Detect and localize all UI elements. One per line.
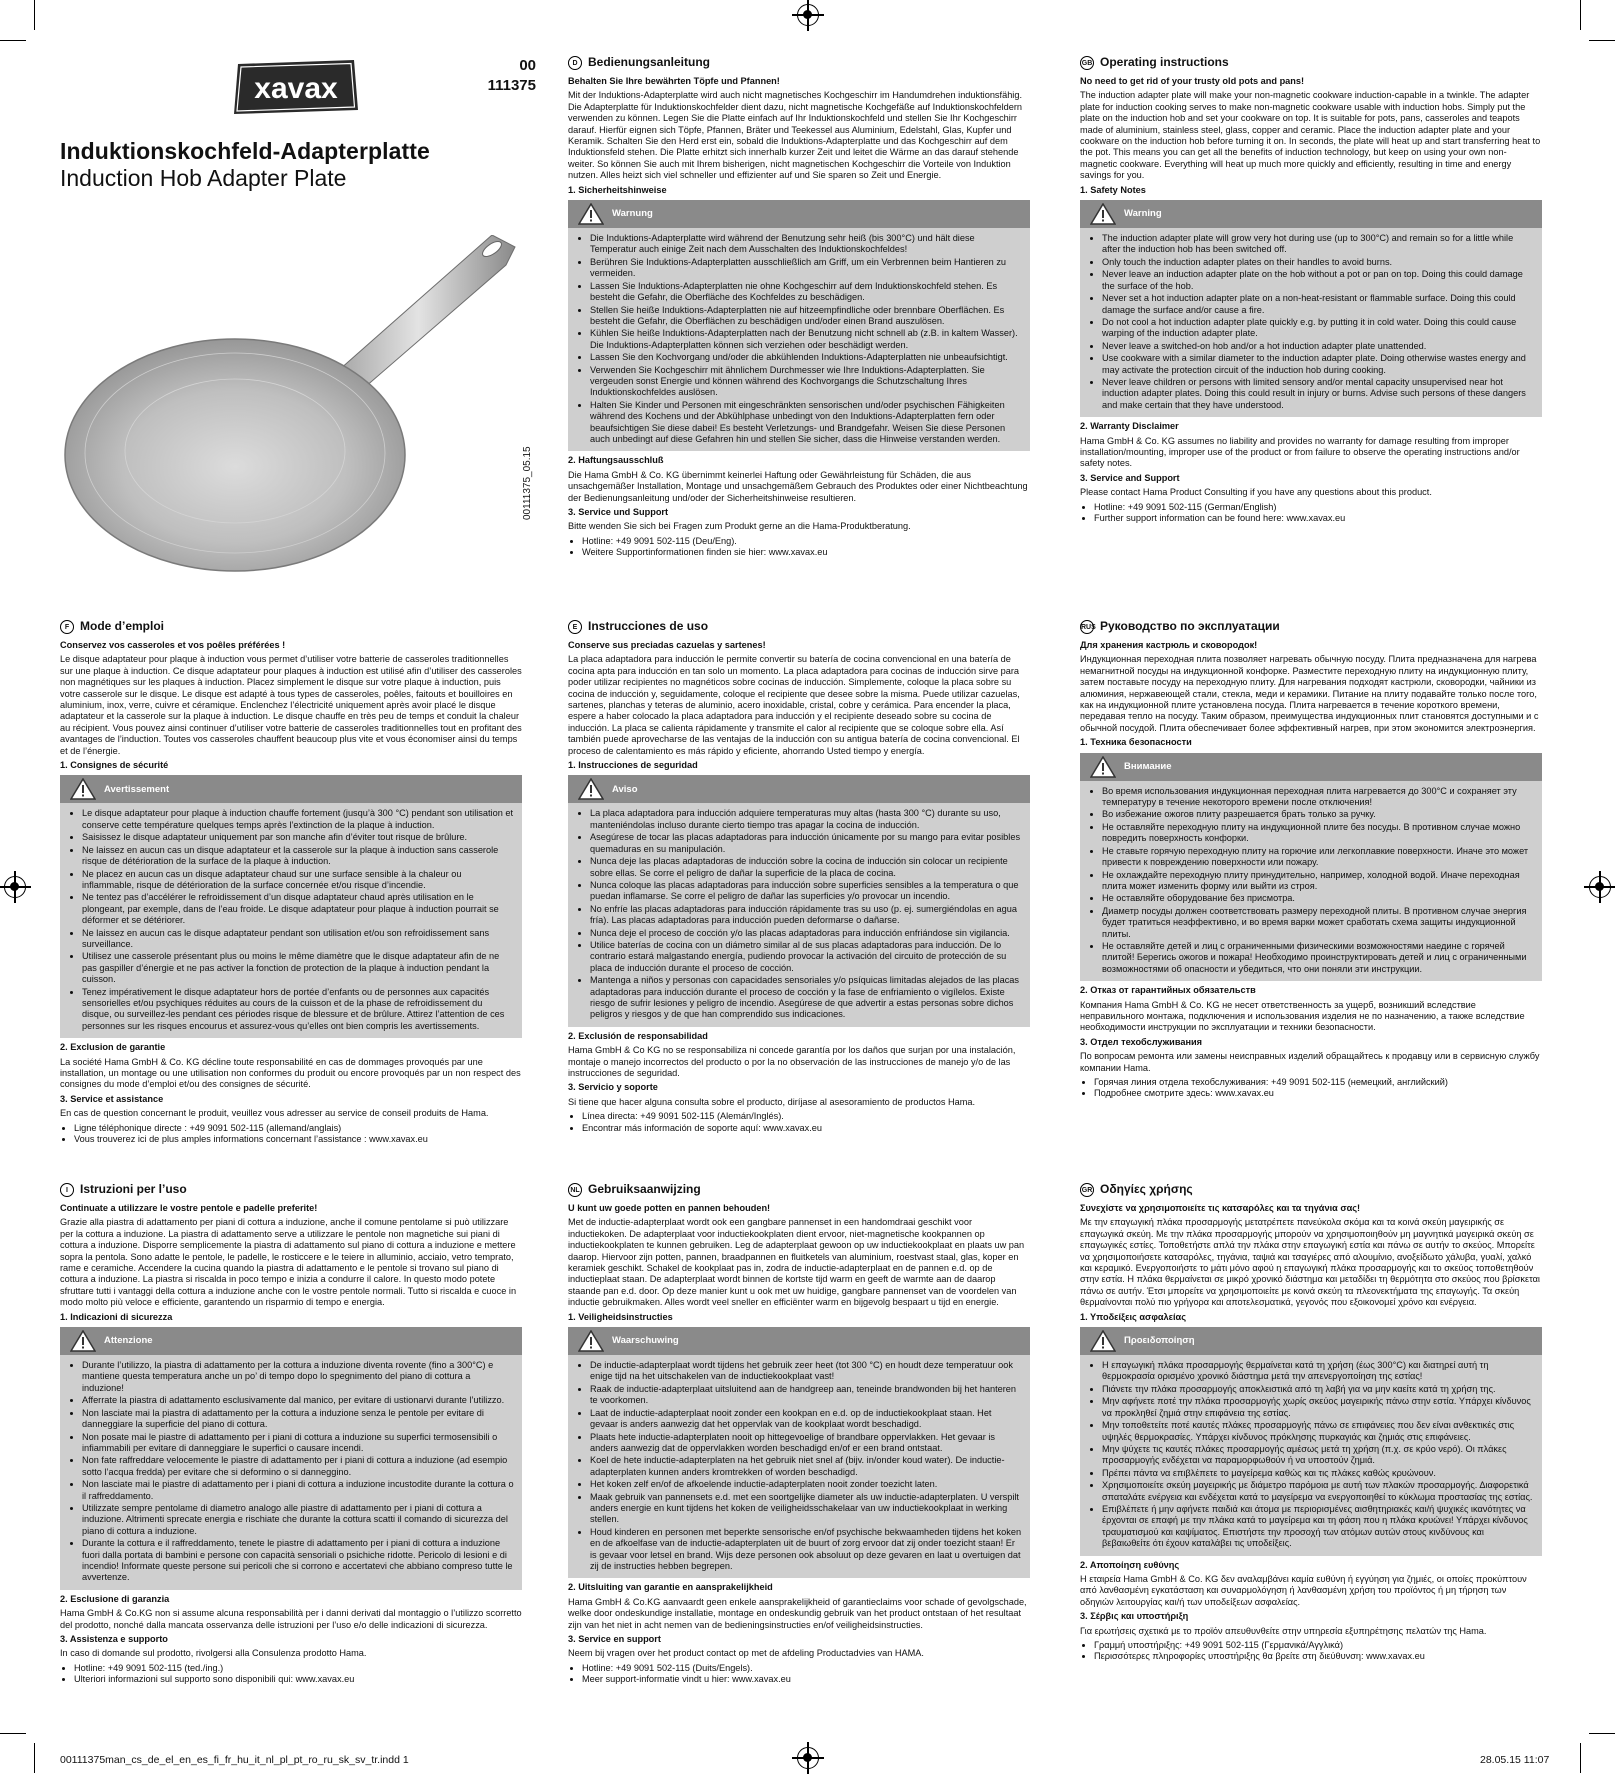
footer-filename: 00111375man_cs_de_el_en_es_fi_fr_hu_it_nl_pl_pt_ro_ru_sk_sv_tr.indd 1 [60,1754,409,1766]
side-code: 00111375_05.15 [522,446,533,520]
section-intro: Met de inductie-adapterplaat wordt ook een gangbare pannenset in een handomdraai geschikt voor inductiekoken. De adapterplaat voor inductiekookplaten dient ervoor, niet-magnetische kookpannen op inductiekookplaten te kunnen gebruiken. Leg de adapterplaat gewoon op uw inductiekookplaat en plaats uw pan daarop. Hiervoor zijn potten, pannen, braadpannen en fluitketels van aluminium, roestvast staal, glas, koper en keramiek geschikt. Schakel de kookplaat pas in, zodra de inductie-adapterplaat en de pannen e.d. op de inductieplaat staan. De adapterplaat wordt binnen de kortste tijd warm en geeft de warmte aan de daarop staande pan e.d. door. Op deze manier kunt u ook met uw huidige, gangbare pannenset van de voordelen van inductie gebruikmaken. Alles wordt veel sneller en efficiënter warm en bijgevolg bespaart u tijd en energie. [568,1217,1025,1308]
list-item: • Non lasciate mai le piastre di adattamento per i piani di cottura a induzione incustodite durante la cottura o il raffreddamento. [82,1479,514,1502]
section-subhead: Для хранения кастрюль и сковородок! [1080,640,1258,650]
warning-bar [568,1327,1030,1355]
section-heading: Bedienungsanleitung [588,55,711,70]
list-item: • Hotline: +49 9091 502-115 (Deu/Eng). [582,536,1030,547]
section-intro: Le disque adaptateur pour plaque à induction vous permet d’utiliser votre batterie de casseroles traditionnelles sur une plaque à induction. Ce disque adaptateur pour plaques à induction est utilisé afin d’utiliser des casseroles non magnétiques sur les plaques à induction. Placez simplement le disque sur votre plaque à induction, puis votre casserole sur le disque. Le disque est adapté à tous types de casseroles, poêles, faitouts et bouilloires en aluminium, inox, verre, cuivre et céramique. Enclenchez l’électricité uniquement après avoir placé le disque adaptateur et la casserole sur la plaque à induction. Le disque chauffe en très peu de temps et conduit la chaleur au récipient. Vous pouvez ainsi continuer d’utiliser votre batterie de casseroles traditionnelles tout en profitant des avantages de l’induction. Toutes vos casseroles chauffent beaucoup plus vite et vous économiser ainsi du temps et de l’énergie. [60,654,522,756]
lang-code-icon: GB [1080,56,1094,70]
warranty-text: Die Hama GmbH & Co. KG übernimmt keinerlei Haftung oder Gewährleistung für Schäden, die aus unsachgemäßer Installation, Montage und unsachgemäßem Gebrauch des Produktes oder einer Nichtbeachtung der Bedienungsanleitung und/oder der Sicherheitshinweise resultieren. [568,469,1028,503]
list-item: • Ne tentez pas d’accélérer le refroidissement d’un disque adaptateur chaud après utilisation en le plongeant, par exemple, dans de l’eau froide. Le disque adaptateur pour plaque à induction pourrait se déformer et se détériorer. [82,892,514,926]
section-intro: Mit der Induktions-Adapterplatte wird auch nicht magnetisches Kochgeschirr im Handumdrehen induktionsfähig. Die Adapterplatte für Induktionskochfelder dient dazu, nicht magnetische Kochgefäße auf Induktionskochfeldern verwenden zu können. Legen Sie die Platte einfach auf Ihr Induktionskochfeld und stellen Sie Ihr Kochgeschirr darauf. Hierfür eignen sich Töpfe, Pfannen, Bräter und Teekessel aus Aluminium, Edelstahl, Glas, Kupfer und Keramik. Schalten Sie den Herd erst ein, sobald die Induktions-Adapterplatte und das Kochgeschirr auf dem Induktionsfeld stehen. Die Platte erhitzt sich innerhalb kurzer Zeit und leitet die Wärme an das darauf stehende weiter. So können Sie auch mit Ihrem bisherigen, nicht magnetischen Kochgeschirr die Vorteile von Induktion nutzen. Alles heizt sich viel schneller und effizienter auf und Sie sparen so Zeit und Energie. [568,90,1023,181]
list-item: • Het koken zelf en/of de afkoelende inductie-adapterplaten nooit zonder toezicht laten. [590,1479,1022,1490]
crop-mark [1580,1743,1581,1773]
section-heading: Instrucciones de uso [588,619,709,634]
crop-mark [34,1743,35,1773]
list-item: • Asegúrese de tocar las placas adaptadoras para inducción únicamente por su mango para evitar posibles quemaduras en su manipulación. [590,832,1022,855]
section-it [60,1183,522,1686]
warning-label: Waarschuwing [612,1335,679,1347]
section-subhead: Continuate a utilizzare le vostre pentole e padelle preferite! [60,1203,318,1213]
list-item: • Μην ψύχετε τις καυτές πλάκες προσαρμογής αμέσως μετά τη χρήση (π.χ. σε κρύο νερό). Οι πλάκες προσαρμογής ενδέχεται να παραμορφωθούν ή να υποστούν ζημιά. [1102,1444,1534,1467]
brand-text: xavax [254,72,338,105]
warning-triangle-icon [578,203,604,225]
section-subhead: U kunt uw goede potten en pannen behouden! [568,1203,771,1213]
warranty-text: Η εταιρεία Hama GmbH & Co. KG δεν αναλαμβάνει καμία ευθύνη ή εγγύηση για ζημιές, οι οποίες προκύπτουν από λανθασμένη εγκατάσταση και συναρμολόγηση ή λανθασμένη χρήση του προϊόντος ή μη τήρηση των οδηγιών λειτουργίας και/ή των υποδείξεων ασφαλείας. [1080,1573,1527,1607]
safety-title: 1. Sicherheitshinweise [568,184,667,195]
section-es [568,620,1030,1134]
list-item: • Диаметр посуды должен соответствовать размеру переходной плиты. В противном случае энергия будет тратиться неэффективно, и во время варки может сработать схема защиты индукционной плиты. [1102,906,1534,940]
warranty-title: 2. Warranty Disclaimer [1080,421,1179,432]
service-text: Please contact Hama Product Consulting if you have any questions about this product. [1080,487,1432,498]
list-item: • Подробнее смотрите здесь: www.xavax.eu [1094,1088,1542,1099]
lang-code-icon: RUS [1080,620,1094,634]
warranty-text: Hama GmbH & Co. KG assumes no liability and provides no warranty for damage resulting from improper installation/mounting, improper use of the product or from failure to observe the operating instructions and/or safety notes. [1080,435,1520,469]
service-title: 3. Servicio y soporte [568,1082,658,1093]
section-heading: Operating instructions [1100,55,1229,70]
list-item: • Verwenden Sie Kochgeschirr mit ähnlichem Durchmesser wie Ihre Induktions-Adapterplatten. Sie vergeuden sonst Energie und können während des Kochvorgangs die Schutzschaltung Ihres Induktionskochfeldes auslösen. [590,365,1022,399]
service-text: Neem bij vragen over het product contact op met de afdeling Productadvies van HAMA. [568,1648,924,1659]
list-item: • Durante la cottura e il raffreddamento, tenete le piastre di adattamento per i piani di cottura a induzione fuori dalla portata di bambini e persone con capacità sensoriali o psichiche ridotte. Pericolo di lesioni e di incendio! Informate queste persone sui pericoli che si corrono e accertatevi che abbiano compreso tutte le avvertenze. [82,1538,514,1584]
safety-title: 1. Instrucciones de seguridad [568,760,698,771]
list-item: • Weitere Supportinformationen finden sie hier: www.xavax.eu [582,547,1030,558]
section-intro: Με την επαγωγική πλάκα προσαρμογής μετατρέπετε πανεύκολα σκόμα και τα κοινά σκεύη μαγειρικής σε επαγωγικά σκεύη. Με την πλάκα προσαρμογής μπορούν να χρησιμοποιηθούν μη μαγνητικά μαγειρικά σκεύη σε επαγωγικές εστίες. Τοποθετήστε απλά την πλάκα στην επαγωγική εστία και πάνω σε αυτήν το σκεύος. Μπορείτε να χρησιμοποιήσετε κατσαρόλες, τηγάνια, ταψιά και τσαγιέρες από αλουμίνιο, ανοξείδωτο χάλυβα, γυαλί, χαλκό και κεραμικό. Ενεργοποιήστε το μάτι μόνο αφού η επαγωγική πλάκα προσαρμογής και το σκεύος τοποθετηθούν στην εστία. Η πλάκα θερμαίνεται σε μικρό χρονικό διάστημα και μεταδίδει τη θερμότητα στο σκεύος που βρίσκεται πάνω σε αυτήν. Έτσι μπορείτε να χρησιμοποιείτε με κοινά σκεύη τα πλεονεκτήματα της επαγωγής. Τα σκεύη θερμαίνονται πολύ πιο γρήγορα και αποτελεσματικά, γεγονός που εξοικονομεί χρόνο και ενέργεια. [1080,1217,1540,1308]
warning-bar [1080,753,1542,781]
list-item: • Γραμμή υποστήριξης: +49 9091 502-115 (Γερμανικά/Αγγλικά) [1094,1640,1542,1651]
list-item: • Περισσότερες πληροφορίες υποστήριξης θα βρείτε στη διεύθυνση: www.xavax.eu [1094,1651,1542,1662]
service-title: 3. Service en support [568,1634,661,1644]
list-item: • Only touch the induction adapter plates on their handles to avoid burns. [1102,257,1534,268]
list-item: • Afferrate la piastra di adattamento esclusivamente dal manico, per evitare di ustionarvi durante l’utilizzo. [82,1395,514,1406]
list-item: • Ligne téléphonique directe : +49 9091 502-115 (allemand/anglais) [74,1123,522,1134]
section-intro: La placa adaptadora para inducción le permite convertir su batería de cocina convencional en una batería de cocina apta para inducción en tan solo un momento. La placa adaptadora para cocinas de inducción sirve para poder utilizar recipientes no magnéticos sobre cocinas de inducción. Simplemente, coloque la placa sobre su cocina de inducción y, seguidamente, coloque el recipiente que desee sobre la misma. Puede utilizar cazuelas, sartenes, planchas y teteras de aluminio, acero inoxidable, cristal, cobre y cerámica. Para encender la placa, espere a haber colocado la placa adaptadora para inducción y el recipiente deseado sobre su cocina de inducción. La placa se calienta rápidamente y transmite el calor al recipiente que se coloque sobre ella. Así también puede aprovecharse de las ventajas de la inducción con su antigua batería de cocina convencional. El proceso de calentamiento es más rápido y eficiente, ahorrando Usted tiempo y energía. [568,654,1020,756]
warranty-title: 2. Exclusion de garantie [60,1042,166,1053]
list-item: • Hotline: +49 9091 502-115 (Duits/Engels). [582,1663,1030,1674]
list-item: • Do not cool a hot induction adapter plate quickly e.g. by putting it in cold water. Doing this could cause warping of the induction adapter plate. [1102,317,1534,340]
section-subhead: Behalten Sie Ihre bewährten Töpfe und Pfannen! [568,76,780,86]
list-item: • Non posate mai le piastre di adattamento per i piani di cottura a induzione su superfici termosensibili o infiammabili per evitare di danneggiare le superfici o causare incendi. [82,1432,514,1455]
section-heading: Οδηγίες χρήσης [1100,1182,1193,1197]
warning-list [568,228,1030,451]
service-title: 3. Service and Support [1080,472,1180,483]
service-title: 3. Service et assistance [60,1093,164,1104]
warning-bar [60,1327,522,1355]
section-gb [1080,56,1542,524]
list-item: • Nunca deje las placas adaptadoras de inducción sobre la cocina de inducción sin colocar un recipiente sobre ellas. Se corre el peligro de dañar la superficie de la placa de cocina. [590,856,1022,879]
warning-triangle-icon [578,778,604,800]
warning-list [60,1355,522,1590]
list-item: • Halten Sie Kinder und Personen mit eingeschränkten sensorischen und/oder psychischen Fähigkeiten während des Kochens und der Abkühlphase unbedingt von den Induktions-Adapterplatten fern oder beaufsichtigen Sie diese dabei! Es besteht Verletzungs- und Brandgefahr. Weisen Sie diese Personen auch unbedingt auf diese Gefahren hin und stellen Sie sicher, dass die Hinweise verstanden werden. [590,400,1022,446]
list-item: • Kühlen Sie heiße Induktions-Adapterplatten nach der Benutzung nicht schnell ab (z.B. in kaltem Wasser). Die Induktions-Adapterplatten können sich verziehen oder beschädigt werden. [590,328,1022,351]
warranty-text: Hama GmbH & Co.KG non si assume alcuna responsabilità per i danni derivati dal montaggio o l’utilizzo scorretto del prodotto, nonché dalla mancata osservanza delle istruzioni per l’uso e/o delle indicazioni di sicurezza. [60,1608,522,1630]
list-item: • Πρέπει πάντα να επιβλέπετε το μαγείρεμα καθώς και τις πλάκες καθώς κρυώνουν. [1102,1468,1534,1479]
section-heading: Istruzioni per l’uso [80,1182,187,1197]
warranty-title: 2. Haftungsausschluß [568,455,664,466]
article-no: 111375 [487,77,536,94]
warranty-title: 2. Uitsluiting van garantie en aansprakelijkheid [568,1582,773,1593]
list-item: • Plaats hete inductie-adapterplaten nooit op hittegevoelige of brandbare oppervlakken. Het gevaar is anders aanwezig dat de oppervlakken worden beschadigd en/of er een brand ontstaat. [590,1432,1022,1455]
lang-code-icon: GR [1080,1183,1094,1197]
section-subhead: Conserve sus preciadas cazuelas y sartenes! [568,640,766,650]
list-item: • Never set a hot induction adapter plate on a non-heat-resistant or flammable surface. Doing this could damage the surface and/or cause a fire. [1102,293,1534,316]
warning-list [1080,781,1542,982]
xavax-logo [232,58,360,116]
section-intro: Индукционная переходная плита позволяет нагревать обычную посуду. Плита предназначена для нагрева немагнитной посуды на индукционной конфорке. Разместите переходную плиту на индукционную плиту, затем поставьте посуду на переходную плиту. Для нагревания подходят кастрюли, сковородки, чайники из алюминия, нержавеющей стали, стекла, меди и керамики. Питание на плиту подавайте только после того, как на индукционной плите установлена посуда. Плита нагревается в течение короткого времени, передавая тепло на посуду. Таким образом, преимущества индукционных плит становятся доступными и с обычной посудой. Плита обеспечивает более эффективный нагрев, при этом экономится электроэнергия. [1080,654,1539,733]
list-item: • Encontrar más información de soporte aquí: www.xavax.eu [582,1123,1030,1134]
list-item: • Le disque adaptateur pour plaque à induction chauffe fortement (jusqu’à 300 °C) pendant son utilisation et conserve cette température quelques temps après l’extinction de la plaque à induction. [82,808,514,831]
warning-triangle-icon [1090,756,1116,778]
list-item: • Mantenga a niños y personas con capacidades sensoriales y/o psíquicas limitadas alejados de las placas adaptadoras para inducción durante el proceso de cocción y la fase de enfriamiento o vigílelos. Existe riesgo de sufrir lesiones y peligro de incendio. Asegúrese de que advertir a estas personas sobre dichos peligros y riesgos y de que han comprendido sus indicaciones. [590,975,1022,1021]
safety-title: 1. Υποδείξεις ασφαλείας [1080,1311,1186,1322]
warning-list [1080,228,1542,417]
warranty-text: Hama GmbH & Co KG no se responsabiliza ni concede garantía por los daños que surjan por una instalación, montaje o manejo incorrectos del producto o por la no observación de las instrucciones de manejo y/o de las instrucciones de seguridad. [568,1045,1016,1078]
service-text: Si tiene que hacer alguna consulta sobre el producto, diríjase al asesoramiento de productos Hama. [568,1096,976,1107]
list-item: • Lassen Sie den Kochvorgang und/oder die abkühlenden Induktions-Adapterplatten nie unbeaufsichtigt. [590,352,1022,363]
section-fr [60,620,522,1145]
warning-triangle-icon [1090,1330,1116,1352]
list-item: • Ulteriori informazioni sul supporto sono disponibili qui: www.xavax.eu [74,1674,522,1685]
section-de [568,56,1030,559]
warning-triangle-icon [70,1330,96,1352]
section-ru [1080,620,1542,1100]
list-item: • Utilisez une casserole présentant plus ou moins le même diamètre que le disque adaptateur afin de ne pas gaspiller d’énergie et ne pas activer la fonction de protection de la plaque à induction pendant la cuisson. [82,951,514,985]
warning-label: Warning [1124,208,1162,220]
warning-label: Aviso [612,783,638,795]
warning-triangle-icon [578,1330,604,1352]
lang-code-icon: F [60,620,74,634]
list-item: • Hotline: +49 9091 502-115 (ted./ing.) [74,1663,522,1674]
crop-mark [34,0,35,30]
warning-bar [60,775,522,803]
list-item: • Raak de inductie-adapterplaat uitsluitend aan de handgreep aan, teneinde brandwonden bij het hanteren te voorkomen. [590,1384,1022,1407]
section-subhead: Conservez vos casseroles et vos poêles préférées ! [60,640,286,650]
list-item: • Stellen Sie heiße Induktions-Adapterplatten nie auf hitzeempfindliche oder brennbare Oberflächen. Es besteht die Gefahr, die Oberflächen zu beschädigen und/oder einen Brand auszulösen. [590,305,1022,328]
warning-bar [1080,1327,1542,1355]
list-item: • Не ставьте горячую переходную плиту на горючие или легкоплавкие поверхности. Иначе это может привести к повреждению поверхности или пожару. [1102,846,1534,869]
list-item: • Laat de inductie-adapterplaat nooit zonder een kookpan en e.d. op de inductiekookplaat staan. Het gevaar is anders aanwezig dat het oppervlak van de kookplaat wordt beschadigd. [590,1408,1022,1431]
list-item: • Ne placez en aucun cas un disque adaptateur chaud sur une surface sensible à la chaleur ou inflammable, risque de détérioration de la surface concernée et/ou risque d’incendie. [82,869,514,892]
warning-bar [1080,200,1542,228]
list-item: • Durante l’utilizzo, la piastra di adattamento per la cottura a induzione diventa rovente (fino a 300°C) e mantiene questa temperatura anche un po’ di tempo dopo lo spegnimento del piano di cottura a induzione! [82,1360,514,1394]
section-gr [1080,1183,1542,1663]
list-item: • Χρησιμοποιείτε σκεύη μαγειρικής με διάμετρο παρόμοια με αυτή των πλακών προσαρμογής. Διαφορετικά σπαταλάτε ενέργεια και ενδέχεται κατά το μαγείρεμα να ενεργοποιηθεί το κύκλωμα προστασίας της εστίας. [1102,1480,1534,1503]
warning-bar [568,200,1030,228]
list-item: • Línea directa: +49 9091 502-115 (Alemán/Inglés). [582,1111,1030,1122]
title-english: Induction Hob Adapter Plate [60,165,347,191]
warning-label: Attenzione [104,1335,153,1347]
crop-mark [0,40,26,41]
list-item: • Meer support-informatie vindt u hier: www.xavax.eu [582,1674,1030,1685]
list-item: • Die Induktions-Adapterplatte wird während der Benutzung sehr heiß (bis 300°C) und hält diese Temperatur auch einige Zeit nach dem Ausschalten des Induktionskochfeldes! [590,233,1022,256]
list-item: • Never leave a switched-on hob and/or a hot induction adapter plate unattended. [1102,341,1534,352]
warranty-text: Компания Hama GmbH & Co. KG не несет ответственность за ущерб, возникший вследствие неправильного монтажа, подключения и использования изделия не по назначению, а также вследствие необходимости инструкции по эксплуатации и техники безопасности. [1080,999,1525,1033]
section-heading: Руководство по эксплуатации [1100,619,1280,634]
warranty-text: La société Hama GmbH & Co. KG décline toute responsabilité en cas de dommages provoqués par une installation, un montage ou une utilisation non conformes du produit ou encore provoqués par un non respect des consignes du mode d’emploi et/ou des consignes de sécurité. [60,1056,521,1090]
list-item: • Use cookware with a similar diameter to the induction adapter plate. Doing otherwise wastes energy and may activate the protection circuit of the induction hob during cooking. [1102,353,1534,376]
service-text: Bitte wenden Sie sich bei Fragen zum Produkt gerne an die Hama-Produktberatung. [568,521,911,532]
warning-list [60,803,522,1038]
list-item: • De inductie-adapterplaat wordt tijdens het gebruik zeer heet (tot 300 °C) en houdt deze temperatuur ook enige tijd na het uitschakelen van de inductiekookplaat vast! [590,1360,1022,1383]
title-german: Induktionskochfeld-Adapterplatte [60,138,430,164]
list-item: • Utilizzate sempre pentolame di diametro analogo alle piastre di adattamento per i piani di cottura a induzione. Altrimenti sprecate energia e rischiate che durante la cottura scatti il comando di sicurezza del piano di cottura a induzione. [82,1503,514,1537]
crop-mark [0,1733,26,1734]
crop-mark [1589,1733,1615,1734]
section-subhead: No need to get rid of your trusty old pots and pans! [1080,76,1305,86]
service-title: 3. Service und Support [568,507,669,517]
safety-title: 1. Veiligheidsinstructies [568,1311,673,1322]
list-item: • Houd kinderen en personen met beperkte sensorische en/of psychische bekwaamheden tijdens het koken en de afkoelfase van de inductie-adapterplaten uit de buurt of zorg ervoor dat zij onder toezicht staan! Er is gevaar voor letsel en brand. Wijs deze personen ook absoluut op deze gevaren en laat u overtuigen dat zij de instructies hebben begrepen. [590,1527,1022,1573]
list-item: • Further support information can be found here: www.xavax.eu [1094,513,1542,524]
list-item: • Επιβλέπετε ή μην αφήνετε παιδιά και άτομα με περιορισμένες αισθητηριακές και/ή ψυχικές ικανότητες να έρχονται σε επαφή με την πλάκα κατά το μαγείρεμα και τη φάση που η πλάκα κρυώνει! Υπάρχει κίνδυνος τραυματισμού και καψίματος. Επιστήστε την προσοχή των ατόμων αυτών στους κινδύνους και βεβαιωθείτε ότι έχουν καταλάβει τις υποδείξεις. [1102,1504,1534,1550]
section-heading: Gebruiksaanwijzing [588,1182,701,1197]
document-number [470,56,536,96]
list-item: • Utilice baterías de cocina con un diámetro similar al de sus placas adaptadoras para inducción. De lo contrario estará malgastando energía, pudiendo provocar la activación del circuito de protección de su placa de inducción durante el proceso de cocción. [590,940,1022,974]
lang-code-icon: D [568,56,582,70]
list-item: • Berühren Sie Induktions-Adapterplatten ausschließlich am Griff, um ein Verbrennen beim Hantieren zu vermeiden. [590,257,1022,280]
registration-mark-icon [1589,876,1611,898]
list-item: • Ne laissez en aucun cas un disque adaptateur et la casserole sur la plaque à induction sans casserole risque de détérioration de la surface de la plaque à induction. [82,845,514,868]
list-item: • Non lasciate mai la piastra di adattamento per la cottura a induzione senza le pentole per evitare di danneggiare la superficie del piano di cottura. [82,1408,514,1431]
warning-list [568,803,1030,1026]
service-text: In caso di domande sul prodotto, rivolgersi alla Consulenza prodotto Hama. [60,1648,367,1659]
adapter-plate-image [60,235,530,575]
list-item: • Ne laissez en aucun cas le disque adaptateur pendant son utilisation et/ou son refroidissement sans surveillance. [82,928,514,951]
section-intro: The induction adapter plate will make your non-magnetic cookware induction-capable in a twinkle. The adapter plate for induction cooking serves to make non-magnetic cookware usable with induction hobs. Simply put the plate on the induction hob and set your cookware on top. It is suitable for pots, pans, casseroles and teapots made of aluminium, stainless steel, glass, copper and ceramic. Place the induction adapter plate and your cookware on the induction hob before turning it on. In seconds, the plate will heat up and start transferring heat to the pot. This means you can get all the benefits of induction technology, but keep on using your own non-magnetic cookware. Everything will heat up much more quickly and efficiently, resulting in time and energy savings for you. [1080,90,1541,181]
list-item: • Saisissez le disque adaptateur uniquement par son manche afin d’éviter tout risque de brûlure. [82,832,514,843]
list-item: • Never leave an induction adapter plate on the hob without a pot or pan on top. Doing this could damage the surface of the hob. [1102,269,1534,292]
list-item: • Горячая линия отдела техобслуживания: +49 9091 502-115 (немецкий, английский) [1094,1077,1542,1088]
section-heading: Mode d’emploi [80,619,164,634]
list-item: • Hotline: +49 9091 502-115 (German/English) [1094,502,1542,513]
warranty-title: 2. Αποποίηση ευθύνης [1080,1559,1180,1570]
warning-label: Внимание [1124,760,1172,772]
lang-code-icon: I [60,1183,74,1197]
list-item: • Non fate raffreddare velocemente le piastre di adattamento per i piani di cottura a induzione (ad esempio sotto l’acqua fredda) per evitare che si deformino o si danneggino. [82,1455,514,1478]
service-text: По вопросам ремонта или замены неисправных изделий обращайтесь к продавцу или в сервисную службу компании Hama. [1080,1051,1540,1073]
warning-list [1080,1355,1542,1556]
service-text: En cas de question concernant le produit, veuillez vous adresser au service de conseil produits de Hama. [60,1108,489,1119]
list-item: • Не оставляйте детей и лиц с ограниченными физическими возможностями наедине с горячей плитой! Берегись ожогов и пожара! Необходимо проинструктировать детей и лиц с ограниченными возможностями об опасности и убедиться, что они поняли эти инструкции. [1102,941,1534,975]
registration-mark-icon [797,4,819,26]
crop-mark [1580,0,1581,30]
list-item: • Vous trouverez ici de plus amples informations concernant l’assistance : www.xavax.eu [74,1134,522,1145]
list-item: • Не охлаждайте переходную плиту принудительно, например, холодной водой. Иначе переходная плита может изменить форму или выйти из строя. [1102,870,1534,893]
safety-title: 1. Indicazioni di sicurezza [60,1311,173,1322]
registration-mark-icon [797,1747,819,1769]
registration-mark-icon [4,876,26,898]
section-nl [568,1183,1030,1686]
list-item: • Nunca coloque las placas adaptadoras para inducción sobre superficies sensibles a la temperatura o que puedan inflamarse. Se corre el peligro de dañar las superficies y/o provocar un incendio. [590,880,1022,903]
service-title: 3. Σέρβις και υποστήριξη [1080,1611,1189,1622]
warranty-title: 2. Exclusión de responsabilidad [568,1030,708,1041]
safety-title: 1. Техника безопасности [1080,737,1192,748]
warranty-title: 2. Отказ от гарантийных обязательств [1080,985,1256,996]
footer-timestamp: 28.05.15 11:07 [1480,1754,1550,1766]
list-item: • Πιάνετε την πλάκα προσαρμογής αποκλειστικά από τη λαβή για να μην καείτε κατά τη χρήση της. [1102,1384,1534,1395]
warning-bar [568,775,1030,803]
warranty-text: Hama GmbH & Co.KG aanvaardt geen enkele aansprakelijkheid of garantieclaims voor schade of gevolgschade, welke door ondeskundige installatie, montage en ondeskundig gebruik van het product ontstaan of het resultaat zijn van het niet in acht nemen van de bedieningsinstructies en/of veiligheidsinstructies. [568,1596,1027,1630]
list-item: • Lassen Sie Induktions-Adapterplatten nie ohne Kochgeschirr auf dem Induktionskochfeld stehen. Es besteht die Gefahr, die Oberfläche des Kochfeldes zu beschädigen. [590,281,1022,304]
warning-label: Προειδοποίηση [1124,1335,1195,1347]
list-item: • Во время использования индукционная переходная плита нагревается до 300°C и сохраняет эту температуру в течение некоторого времени после отключения! [1102,786,1534,809]
list-item: • Never leave children or persons with limited sensory and/or mental capacity unsupervised near hot induction adapter plates. Doing this could result in injury or burns. Advise such persons of these dangers and make certain that they have understood. [1102,377,1534,411]
list-item: • Μην τοποθετείτε ποτέ καυτές πλάκες προσαρμογής πάνω σε επιφάνειες που δεν είναι ανθεκτικές στις υψηλές θερμοκρασίες. Υπάρχει κίνδυνος πρόκλησης πυρκαγιάς και ζημιάς στις επιφάνειες. [1102,1420,1534,1443]
safety-title: 1. Consignes de sécurité [60,760,169,771]
warning-label: Avertissement [104,783,170,795]
list-item: • Во избежание ожогов плиту разрешается брать только за ручку. [1102,809,1534,820]
lang-code-icon: NL [568,1183,582,1197]
section-intro: Grazie alla piastra di adattamento per piani di cottura a induzione, anche il comune pentolame si può utilizzare per la cottura a induzione. La piastra di adattamento serve a utilizzare le pentole non magnetiche sui piani di cottura a induzione. Disporre semplicemente la piastra di adattamento sul piano di cottura a induzione e mettere sopra la pentola. Sono adatte le pentole, le padelle, le rosticcere e le teiere in alluminio, acciaio, vetro temprato, rame e ceramiche. Accendere la cucina quando la piastra di adattamento e le pentole si trovano sul piano di cottura a induzione. La piastra si riscalda in poco tempo e inizia a condurre il calore. In questo modo potete sfruttare tutti i vantaggi della cottura a induzione anche con le vostre pentole normali. Tutto si riscalda e cuoce in modo molto più veloce e efficiente, garantendo un risparmio di tempo e energia. [60,1217,517,1308]
list-item: • No enfríe las placas adaptadoras para inducción rápidamente tras su uso (p. ej. sumergiéndolas en agua fría). Las placas adaptadoras para inducción pueden deformarse o dañarse. [590,904,1022,927]
warning-triangle-icon [1090,203,1116,225]
warning-label: Warnung [612,208,653,220]
list-item: • The induction adapter plate will grow very hot during use (up to 300°C) and remain so for a little while after the induction hob has been switched off. [1102,233,1534,256]
list-item: • Не оставляйте переходную плиту на индукционной плите без посуды. В противном случае можно повредить поверхность конфорки. [1102,822,1534,845]
lang-code-icon: E [568,620,582,634]
list-item: • La placa adaptadora para inducción adquiere temperaturas muy altas (hasta 300 °C) durante su uso, manteniéndolas incluso durante cierto tiempo tras apagar la cocina de inducción. [590,808,1022,831]
list-item: • Maak gebruik van pannensets e.d. met een soortgelijke diameter als uw inductie-adapterplaten. U verspilt anders energie en kunt tijdens het koken de veiligheidsschakelaar van uw inductiekookplaat in werking stellen. [590,1492,1022,1526]
doc-no: 00 [519,57,536,74]
list-item: • Не оставляйте оборудование без присмотра. [1102,893,1534,904]
section-subhead: Συνεχίστε να χρησιμοποιείτε τις κατσαρόλες και τα τηγάνια σας! [1080,1203,1361,1213]
list-item: • Nunca deje el proceso de cocción y/o las placas adaptadoras para inducción enfriándose sin vigilancia. [590,928,1022,939]
warning-triangle-icon [70,778,96,800]
warranty-title: 2. Esclusione di garanzia [60,1593,170,1604]
service-title: 3. Отдел техобслуживания [1080,1036,1203,1047]
crop-mark [1589,40,1615,41]
service-text: Για ερωτήσεις σχετικά με το προϊόν απευθυνθείτε στην υπηρεσία εξυπηρέτησης πελατών της Hama. [1080,1625,1487,1636]
list-item: • Μην αφήνετε ποτέ την πλάκα προσαρμογής χωρίς σκεύος μαγειρικής πάνω στην εστία. Υπάρχει κίνδυνος να προκληθεί ζημιά στην επιφάνεια της εστίας. [1102,1396,1534,1419]
list-item: • Tenez impérativement le disque adaptateur hors de portée d’enfants ou de personnes aux capacités sensorielles et/ou psychiques réduites au cours de la cuisson et de la phase de refroidissement du disque, ou surveillez-les pendant ces périodes risque de blessure et de brûlure. Attirez l’attention de ces personnes sur les risques encourus et assurez-vous qu’elles ont bien compris les avertissements. [82,987,514,1033]
service-title: 3. Assistenza e supporto [60,1634,168,1644]
warning-list [568,1355,1030,1578]
safety-title: 1. Safety Notes [1080,184,1146,195]
list-item: • Η επαγωγική πλάκα προσαρμογής θερμαίνεται κατά τη χρήση (έως 300°C) και διατηρεί αυτή τη θερμοκρασία ορισμένο χρονικό διάστημα μετά την απενεργοποίηση της εστίας! [1102,1360,1534,1383]
list-item: • Koel de hete inductie-adapterplaten na het gebruik niet snel af (bijv. in/onder koud water). De inductie-adapterplaten kunnen anders kromtrekken of worden beschadigd. [590,1455,1022,1478]
